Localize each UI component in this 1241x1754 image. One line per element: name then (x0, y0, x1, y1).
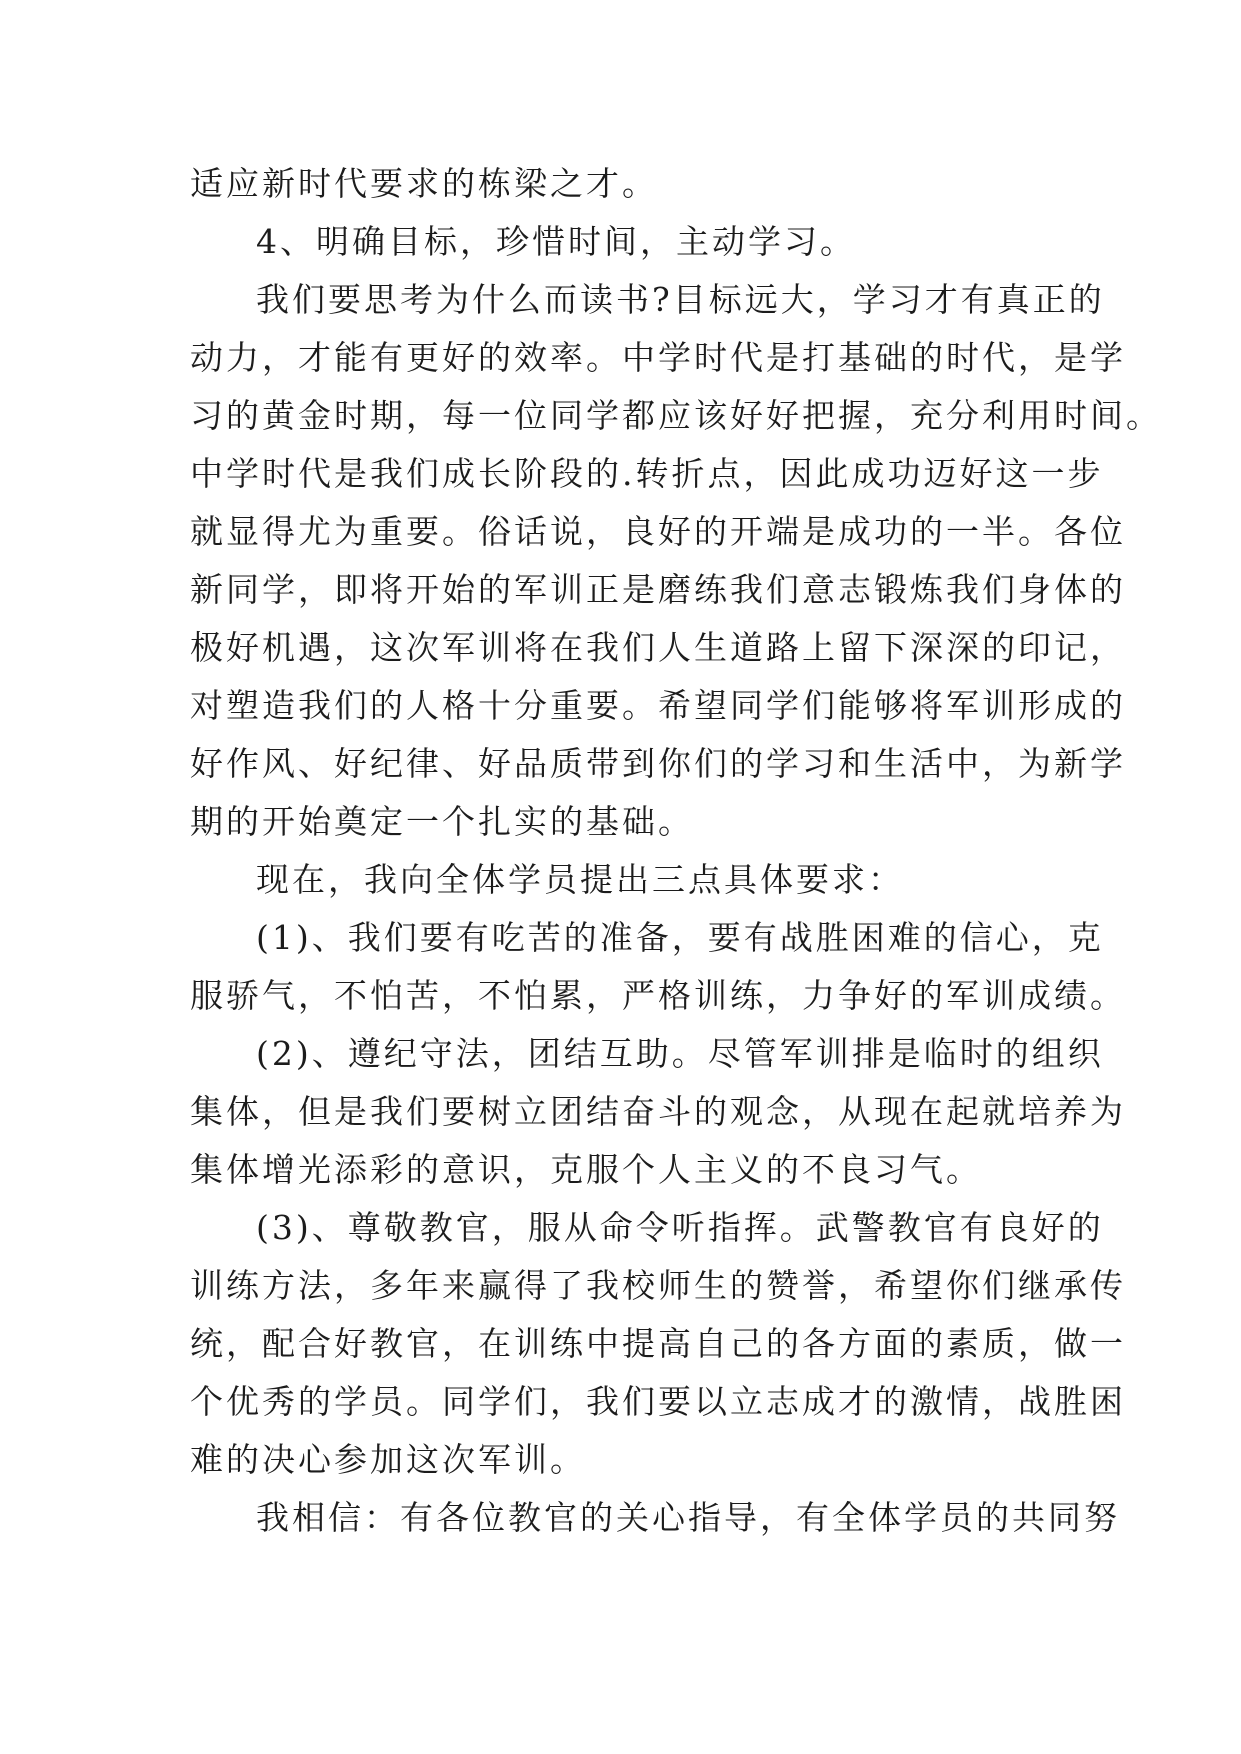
text-line: 难的决心参加这次军训。 (190, 1440, 586, 1479)
text-line: 动力，才能有更好的效率。中学时代是打基础的时代，是学 (190, 338, 1126, 377)
text-line: (3)、尊敬教官，服从命令听指挥。武警教官有良好的 (256, 1208, 1104, 1247)
text-line: 我们要思考为什么而读书?目标远大，学习才有真正的 (256, 280, 1105, 319)
text-line: 极好机遇，这次军训将在我们人生道路上留下深深的印记， (190, 628, 1126, 667)
text-line: 我相信：有各位教官的关心指导，有全体学员的共同努 (256, 1498, 1120, 1537)
text-line: 适应新时代要求的栋梁之才。 (190, 164, 658, 203)
text-line: 期的开始奠定一个扎实的基础。 (190, 802, 694, 841)
text-line: 新同学，即将开始的军训正是磨练我们意志锻炼我们身体的 (190, 570, 1126, 609)
text-line: (2)、遵纪守法，团结互助。尽管军训排是临时的组织 (256, 1034, 1104, 1073)
text-line: (1)、我们要有吃苦的准备，要有战胜困难的信心，克 (256, 918, 1104, 957)
text-line: 个优秀的学员。同学们，我们要以立志成才的激情，战胜困 (190, 1382, 1126, 1421)
text-line: 服骄气，不怕苦，不怕累，严格训练，力争好的军训成绩。 (190, 976, 1126, 1015)
text-line: 集体增光添彩的意识，克服个人主义的不良习气。 (190, 1150, 982, 1189)
text-line: 对塑造我们的人格十分重要。希望同学们能够将军训形成的 (190, 686, 1126, 725)
text-line: 现在，我向全体学员提出三点具体要求： (256, 860, 904, 899)
text-line: 就显得尤为重要。俗话说，良好的开端是成功的一半。各位 (190, 512, 1126, 551)
text-line: 4、明确目标，珍惜时间，主动学习。 (256, 222, 856, 261)
text-line: 中学时代是我们成长阶段的.转折点，因此成功迈好这一步 (190, 454, 1104, 493)
text-line: 集体，但是我们要树立团结奋斗的观念，从现在起就培养为 (190, 1092, 1126, 1131)
text-line: 训练方法，多年来赢得了我校师生的赞誉，希望你们继承传 (190, 1266, 1126, 1305)
text-line: 好作风、好纪律、好品质带到你们的学习和生活中，为新学 (190, 744, 1126, 783)
text-line: 习的黄金时期，每一位同学都应该好好把握，充分利用时间。 (190, 396, 1162, 435)
text-line: 统，配合好教官，在训练中提高自己的各方面的素质，做一 (190, 1324, 1126, 1363)
